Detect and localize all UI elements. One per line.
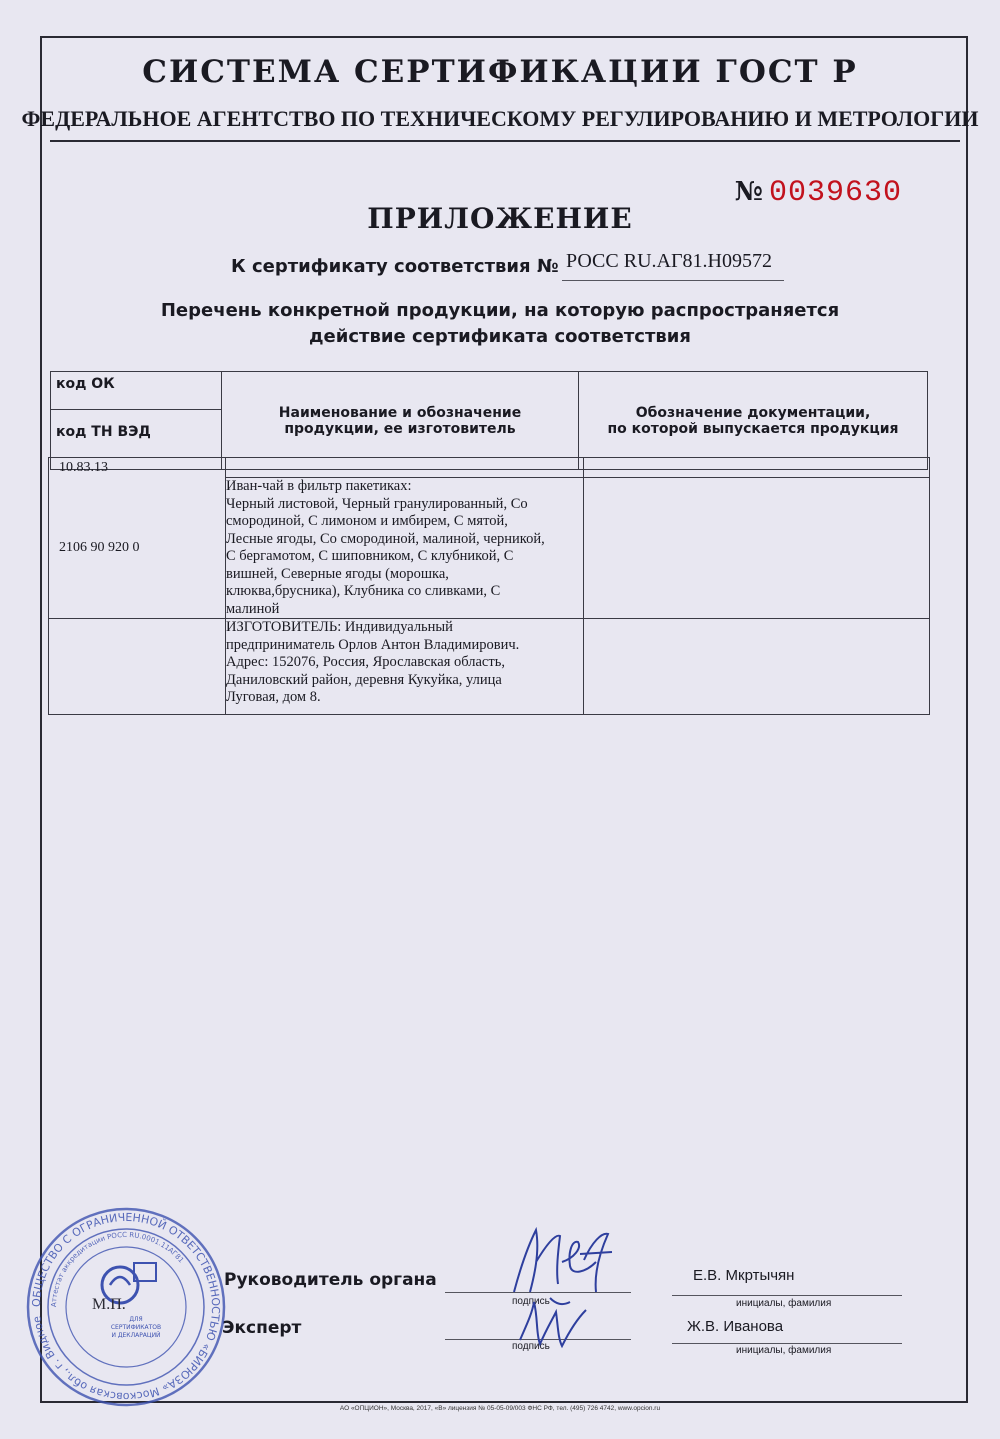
stamp-inner-ring-text: Аттестат аккредитации РОСС RU.0001.11АГ81 — [49, 1230, 186, 1308]
printer-footer: АО «ОПЦИОН», Москва, 2017, «В» лицензия № 05-05-09/003 ФНС РФ, тел. (495) 726 4742, www.opcion.ru — [339, 1405, 661, 1412]
ok-code-cell: 10.83.13 — [49, 458, 226, 478]
official-stamp — [24, 1205, 228, 1409]
list-title-line-1: Перечень конкретной продукции, на которую распространяется — [160, 300, 840, 321]
stamp-mp: М.П. — [92, 1296, 126, 1313]
list-title — [0, 298, 1000, 350]
column-tn-code: код ТН ВЭД — [51, 410, 222, 470]
table-row — [49, 619, 930, 715]
list-title-line-2: действие сертификата соответствия — [309, 326, 691, 347]
serial-number: 0039630 — [768, 176, 902, 210]
system-title: СИСТЕМА СЕРТИФИКАЦИИ ГОСТ Р — [142, 54, 858, 90]
expert-name-line — [672, 1343, 902, 1344]
stamp-ring-text: ОБЩЕСТВО С ОГРАНИЧЕННОЙ ОТВЕТСТВЕННОСТЬЮ «БИРЮЗА» Московская обл., г. Видное — [29, 1210, 223, 1404]
certificate-number: РОСС RU.АГ81.Н09572 — [566, 250, 772, 272]
expert-signature — [500, 1290, 610, 1360]
table-row — [49, 478, 930, 619]
manufacturer-cell: ИЗГОТОВИТЕЛЬ: Индивидуальный предприниматель Орлов Антон Владимирович. Адрес: 152076, Россия, Ярославская область, Даниловский район, деревня Кукуйка, улица Луговая, дом 8. — [226, 619, 584, 715]
expert-name-caption: инициалы, фамилия — [736, 1345, 832, 1356]
document-border — [40, 36, 968, 1403]
expert-label: Эксперт — [222, 1318, 302, 1338]
column-documentation: Обозначение документации, по которой выпускается продукция — [579, 372, 928, 470]
expert-name: Ж.В. Иванова — [687, 1318, 784, 1335]
head-name-caption: инициалы, фамилия — [736, 1298, 832, 1309]
head-name: Е.В. Мкртычян — [693, 1267, 795, 1284]
certificate-label: К сертификату соответствия № — [231, 256, 559, 277]
products-table — [48, 457, 930, 715]
agency-title: ФЕДЕРАЛЬНОЕ АГЕНТСТВО ПО ТЕХНИЧЕСКОМУ РЕГУЛИРОВАНИЮ И МЕТРОЛОГИИ — [21, 106, 979, 131]
header-divider — [50, 140, 960, 142]
certificate-underline — [562, 280, 784, 281]
number-sign: № — [734, 177, 763, 207]
column-ok-code: код ОК — [51, 372, 222, 410]
stamp-center-line-2: СЕРТИФИКАТОВ — [110, 1324, 162, 1331]
stamp-center-line-3: И ДЕКЛАРАЦИЙ — [111, 1332, 161, 1339]
head-name-line — [672, 1295, 902, 1296]
product-description-cell: Иван-чай в фильтр пакетиках: Черный листовой, Черный гранулированный, Со смородиной, С лимоном и имбирем, С мятой, Лесные ягоды, Со смородиной, малиной, черникой, С бергамотом, С шиповником, С клубникой, С вишней, Северные ягоды (морошка, клюква,брусника), Клубника со сливками, С малиной — [226, 478, 584, 619]
head-label: Руководитель органа — [224, 1270, 437, 1290]
documentation-cell — [584, 478, 930, 619]
head-sign-caption: подпись — [512, 1296, 550, 1307]
appendix-title: ПРИЛОЖЕНИЕ — [367, 202, 633, 235]
table-header — [50, 371, 928, 470]
stamp-center-line-1: ДЛЯ — [129, 1316, 143, 1323]
column-product-name: Наименование и обозначение продукции, ее изготовитель — [222, 372, 579, 470]
tn-code-cell: 2106 90 920 0 — [49, 478, 226, 619]
expert-sign-caption: подпись — [512, 1341, 550, 1352]
